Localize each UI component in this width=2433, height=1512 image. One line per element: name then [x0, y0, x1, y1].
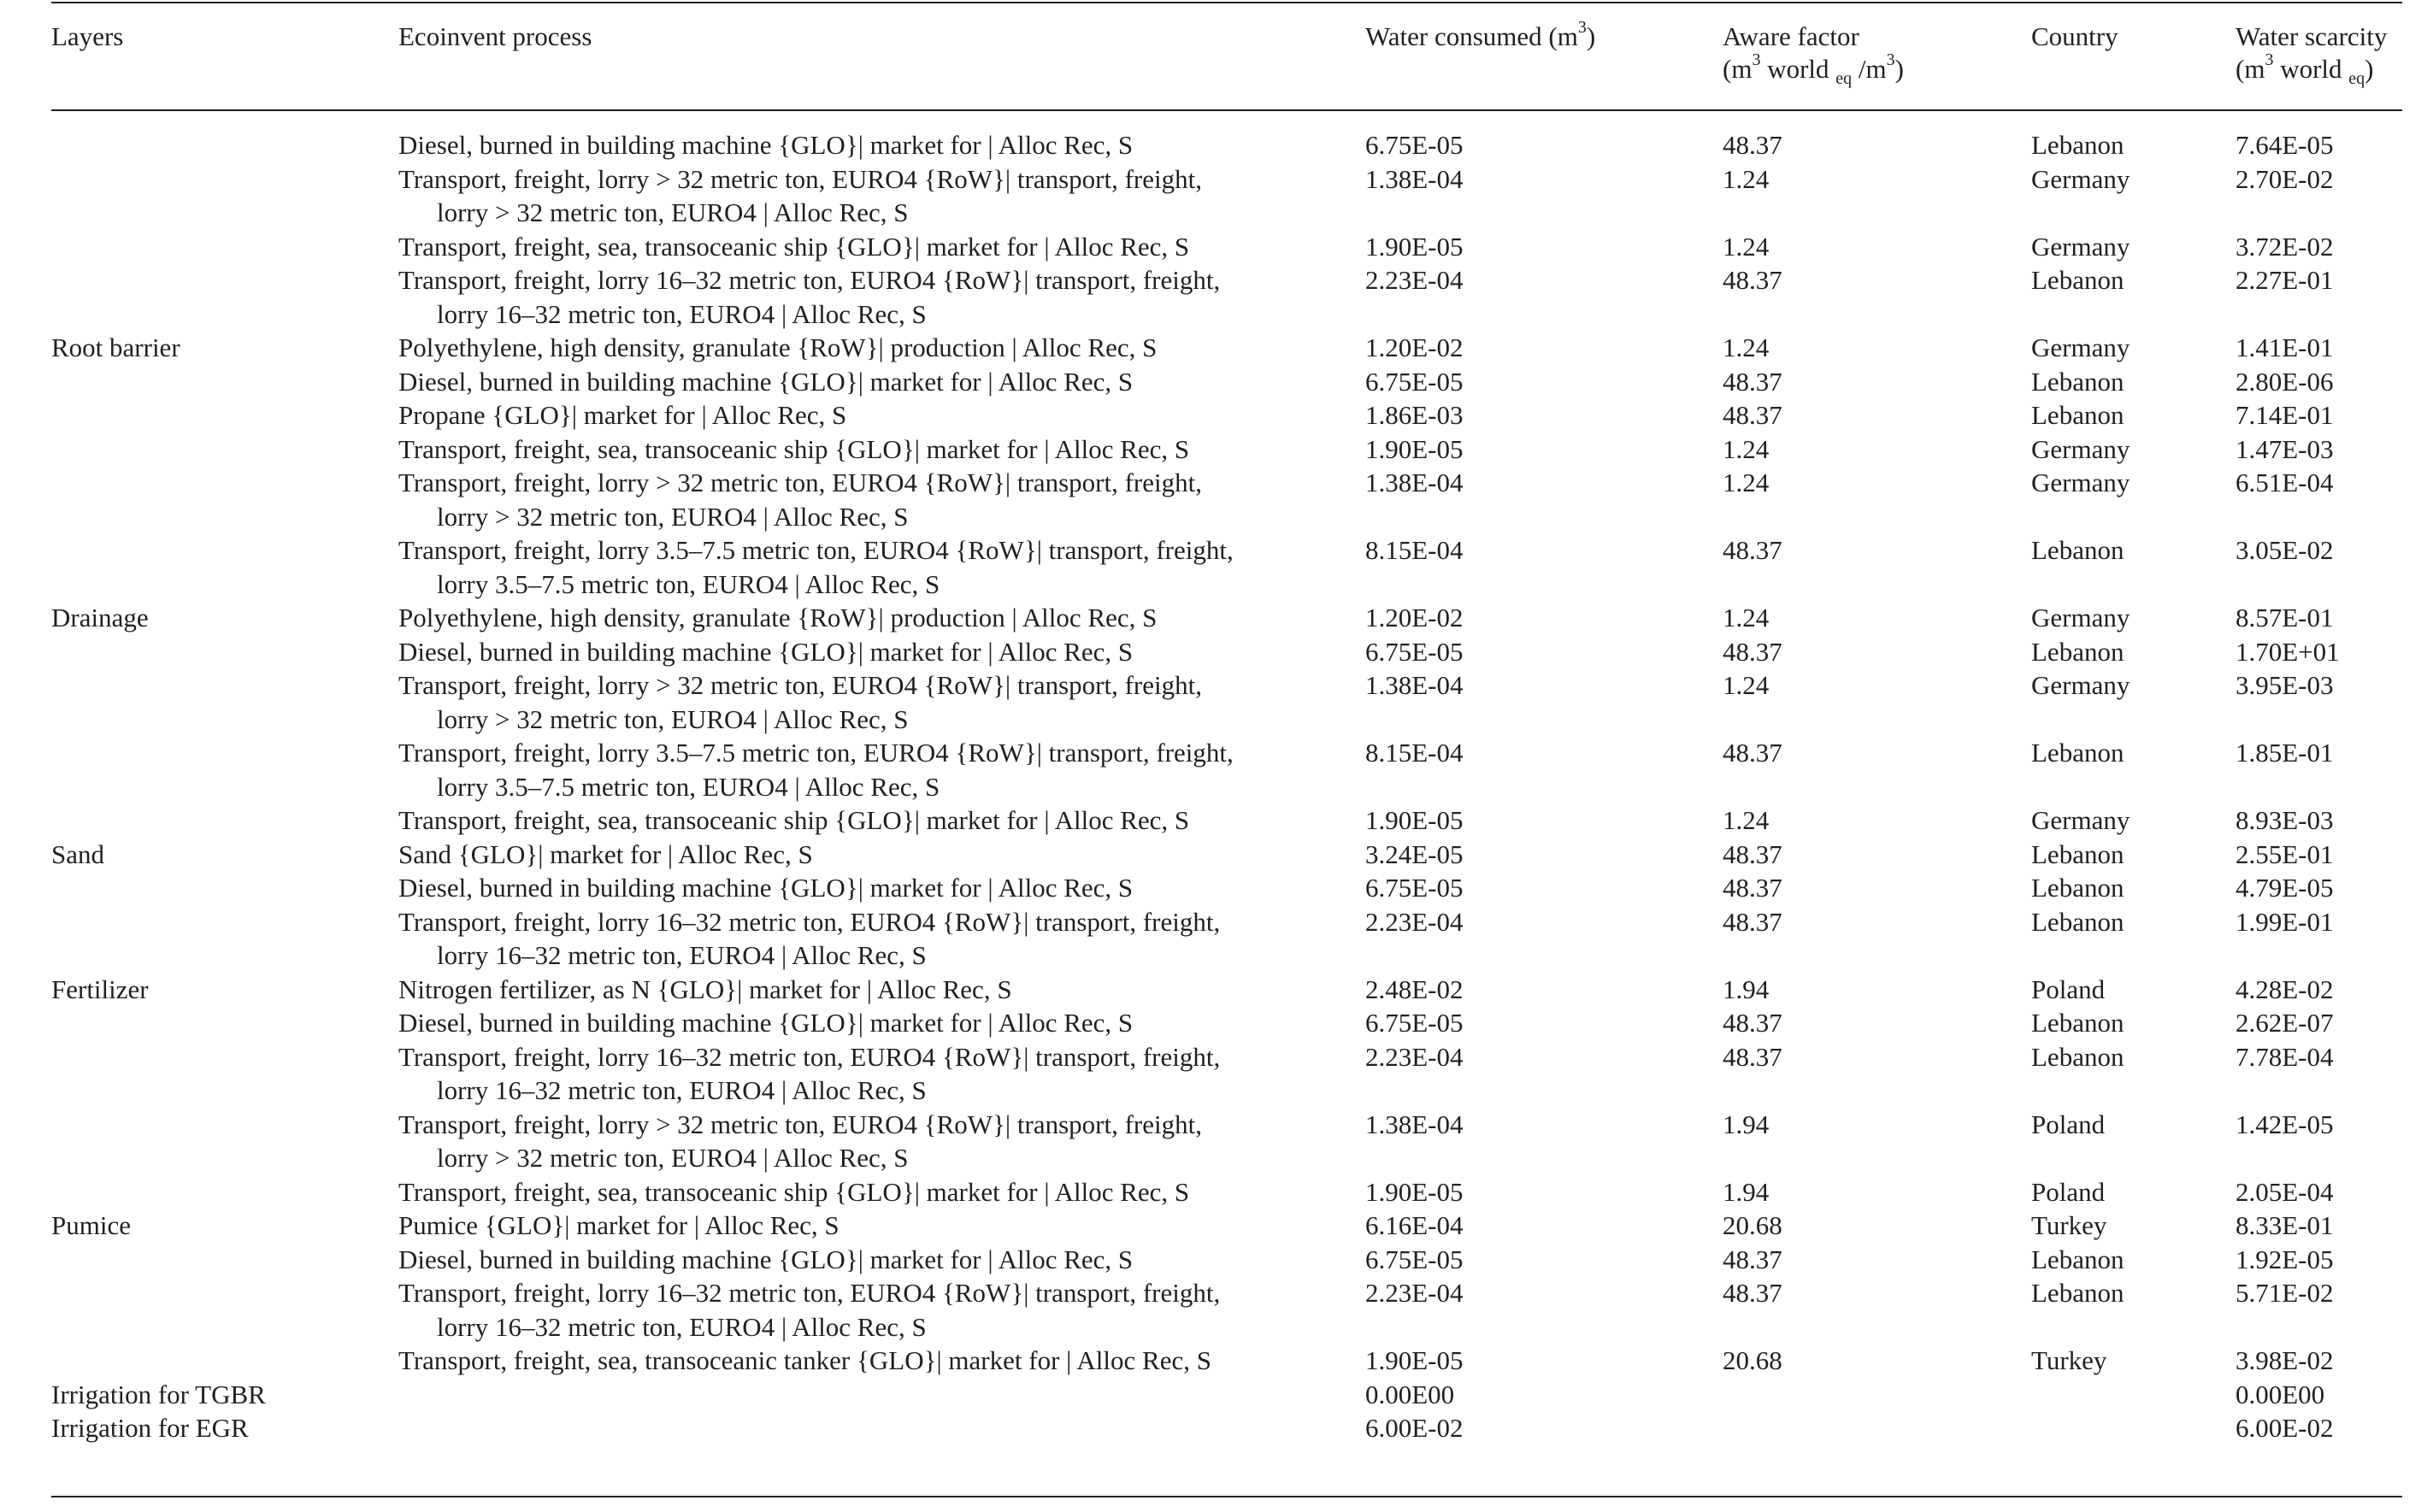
- cell-aware-factor: 48.37: [1723, 636, 1782, 667]
- cell-water-consumed: 2.23E-04: [1365, 265, 1464, 295]
- cell-water-scarcity: 1.41E-01: [2236, 332, 2334, 362]
- table-row: [0, 230, 2433, 264]
- cell-process-line1: Transport, freight, lorry > 32 metric ton, EURO4 {RoW}| transport, freight,: [398, 670, 1202, 700]
- header-aware-line2: [1723, 50, 1904, 89]
- cell-process: [398, 838, 813, 872]
- cell-country: Turkey: [2031, 1210, 2107, 1240]
- table-row: [0, 973, 2433, 1007]
- cell-process-line1: Transport, freight, lorry > 32 metric ton, EURO4 {RoW}| transport, freight,: [398, 163, 1202, 194]
- cell-process-line1: Transport, freight, lorry 16–32 metric ton, EURO4 {RoW}| transport, freight,: [398, 1041, 1221, 1072]
- table-row: [0, 1344, 2433, 1378]
- table-row: [0, 1378, 2433, 1412]
- cell-process: [398, 533, 1234, 601]
- table-row: [0, 635, 2433, 669]
- cell-process: [398, 601, 1157, 635]
- cell-water-consumed: 0.00E00: [1365, 1379, 1455, 1409]
- cell-aware-factor: 48.37: [1723, 400, 1782, 430]
- cell-aware-factor: 48.37: [1723, 1041, 1782, 1072]
- header-scar-line2: [2236, 50, 2387, 89]
- cell-process-line1: Nitrogen fertilizer, as N {GLO}| market for | Alloc Rec, S: [398, 974, 1012, 1004]
- cell-process: [398, 432, 1189, 467]
- cell-water-scarcity: 2.55E-01: [2236, 838, 2334, 869]
- cell-water-scarcity: 2.62E-07: [2236, 1008, 2334, 1038]
- cell-water-scarcity: 2.05E-04: [2236, 1176, 2334, 1207]
- cell-process-line1: Transport, freight, lorry > 32 metric ton, EURO4 {RoW}| transport, freight,: [398, 468, 1202, 497]
- cell-process-line1: Transport, freight, lorry 16–32 metric ton, EURO4 {RoW}| transport, freight,: [398, 1278, 1221, 1308]
- header-scar-sub: eq: [2348, 69, 2365, 89]
- cell-process: [398, 635, 1133, 669]
- cell-water-consumed: 1.38E-04: [1365, 163, 1464, 194]
- cell-country: Germany: [2031, 805, 2130, 835]
- cell-aware-factor: 48.37: [1723, 535, 1782, 565]
- cell-country: Lebanon: [2031, 1244, 2124, 1274]
- cell-process-line2: lorry 16–32 metric ton, EURO4 | Alloc Rec, S: [437, 1311, 927, 1342]
- cell-process: [398, 128, 1133, 162]
- cell-process: [398, 263, 1220, 331]
- cell-country: Lebanon: [2031, 265, 2124, 295]
- cell-water-scarcity: 8.57E-01: [2236, 603, 2334, 632]
- cell-water-scarcity: 6.51E-04: [2236, 468, 2334, 497]
- cell-water-scarcity: 4.79E-05: [2236, 873, 2334, 903]
- table-row: [0, 1276, 2433, 1344]
- cell-layer: Pumice: [51, 1210, 131, 1240]
- cell-aware-factor: 48.37: [1723, 838, 1782, 869]
- cell-country: Lebanon: [2031, 738, 2124, 768]
- cell-water-scarcity: 4.28E-02: [2236, 974, 2334, 1004]
- cell-water-scarcity: 7.14E-01: [2236, 400, 2334, 430]
- cell-water-consumed: 1.90E-05: [1365, 433, 1464, 464]
- cell-water-scarcity: 3.98E-02: [2236, 1345, 2334, 1375]
- cell-process-line1: Diesel, burned in building machine {GLO}| market for | Alloc Rec, S: [398, 636, 1134, 667]
- table-row: [0, 128, 2433, 162]
- cell-country: Lebanon: [2031, 130, 2124, 160]
- cell-water-scarcity: 8.93E-03: [2236, 805, 2334, 835]
- cell-country: Germany: [2031, 433, 2130, 464]
- cell-country: Lebanon: [2031, 873, 2124, 903]
- cell-water-consumed: 1.90E-05: [1365, 1176, 1464, 1207]
- cell-water-consumed: 2.23E-04: [1365, 906, 1464, 937]
- cell-water-consumed: 8.15E-04: [1365, 535, 1464, 565]
- cell-layer: Irrigation for EGR: [51, 1413, 249, 1443]
- cell-process: [398, 162, 1202, 230]
- cell-country: Germany: [2031, 332, 2130, 362]
- table-row: [0, 331, 2433, 365]
- cell-process-line1: Transport, freight, sea, transoceanic ship {GLO}| market for | Alloc Rec, S: [398, 433, 1190, 464]
- cell-process-line1: Transport, freight, sea, transoceanic ship {GLO}| market for | Alloc Rec, S: [398, 805, 1190, 835]
- cell-water-scarcity: 0.00E00: [2236, 1379, 2325, 1409]
- table-row: [0, 1209, 2433, 1243]
- cell-water-scarcity: 6.00E-02: [2236, 1413, 2334, 1443]
- cell-process: [398, 803, 1189, 838]
- cell-process: [398, 1276, 1220, 1344]
- table-row: [0, 838, 2433, 872]
- cell-water-consumed: 6.75E-05: [1365, 1008, 1464, 1038]
- cell-water-scarcity: 1.47E-03: [2236, 433, 2334, 464]
- cell-process-line1: Pumice {GLO}| market for | Alloc Rec, S: [398, 1210, 839, 1240]
- header-aware-a: (m: [1723, 54, 1753, 84]
- cell-process-line2: lorry 3.5–7.5 metric ton, EURO4 | Alloc Rec, S: [437, 771, 940, 802]
- cell-process-line1: Polyethylene, high density, granulate {RoW}| production | Alloc Rec, S: [398, 332, 1158, 362]
- cell-water-scarcity: 2.80E-06: [2236, 366, 2334, 397]
- header-aware-sup1: 3: [1752, 50, 1761, 69]
- header-aware-sub: eq: [1835, 69, 1853, 89]
- cell-process-line1: Transport, freight, lorry 16–32 metric ton, EURO4 {RoW}| transport, freight,: [398, 265, 1221, 295]
- header-aware-c: /m: [1852, 54, 1887, 84]
- cell-process-line2: lorry 16–32 metric ton, EURO4 | Alloc Rec, S: [437, 1075, 927, 1105]
- cell-water-consumed: 3.24E-05: [1365, 838, 1464, 869]
- header-water-consumed: [1365, 17, 1596, 53]
- cell-aware-factor: 1.94: [1723, 1176, 1770, 1207]
- cell-country: Lebanon: [2031, 1008, 2124, 1038]
- cell-country: Lebanon: [2031, 1278, 2124, 1308]
- cell-aware-factor: 1.94: [1723, 974, 1770, 1004]
- table-body: [0, 128, 2433, 1445]
- cell-process-line2: lorry > 32 metric ton, EURO4 | Alloc Rec, S: [437, 501, 909, 532]
- header-aware-b: world: [1760, 54, 1836, 84]
- cell-process-line1: Propane {GLO}| market for | Alloc Rec, S: [398, 400, 847, 430]
- cell-process-line1: Diesel, burned in building machine {GLO}| market for | Alloc Rec, S: [398, 873, 1134, 903]
- table-row: [0, 736, 2433, 803]
- cell-process-line2: lorry 3.5–7.5 metric ton, EURO4 | Alloc Rec, S: [437, 568, 940, 599]
- cell-aware-factor: 48.37: [1723, 265, 1782, 295]
- table-row: [0, 1411, 2433, 1445]
- cell-water-scarcity: 1.99E-01: [2236, 906, 2334, 937]
- cell-water-scarcity: 2.27E-01: [2236, 265, 2334, 295]
- cell-process-line2: lorry 16–32 metric ton, EURO4 | Alloc Rec, S: [437, 940, 927, 970]
- header-layers: [51, 21, 123, 53]
- header-aware-d: ): [1894, 54, 1904, 84]
- cell-process-line1: Transport, freight, lorry 3.5–7.5 metric ton, EURO4 {RoW}| transport, freight,: [398, 535, 1234, 565]
- cell-process: [398, 230, 1189, 264]
- cell-aware-factor: 1.24: [1723, 603, 1770, 632]
- cell-country: Germany: [2031, 163, 2130, 194]
- cell-process-line1: Transport, freight, sea, transoceanic ship {GLO}| market for | Alloc Rec, S: [398, 1176, 1190, 1207]
- cell-water-consumed: 8.15E-04: [1365, 738, 1464, 768]
- cell-aware-factor: 1.24: [1723, 332, 1770, 362]
- cell-country: Germany: [2031, 468, 2130, 497]
- cell-process-line1: Transport, freight, sea, transoceanic ship {GLO}| market for | Alloc Rec, S: [398, 231, 1190, 262]
- header-bottom-rule: [51, 109, 2402, 111]
- cell-water-scarcity: 3.72E-02: [2236, 231, 2334, 262]
- header-process: [398, 21, 592, 53]
- cell-process-line1: Polyethylene, high density, granulate {RoW}| production | Alloc Rec, S: [398, 603, 1158, 632]
- cell-process: [398, 1209, 839, 1243]
- cell-aware-factor: 48.37: [1723, 1244, 1782, 1274]
- cell-country: Lebanon: [2031, 366, 2124, 397]
- cell-water-scarcity: 1.42E-05: [2236, 1109, 2334, 1139]
- cell-country: Lebanon: [2031, 906, 2124, 937]
- cell-aware-factor: 48.37: [1723, 1278, 1782, 1308]
- cell-aware-factor: 1.24: [1723, 670, 1770, 700]
- cell-water-scarcity: 1.70E+01: [2236, 636, 2340, 667]
- cell-process: [398, 398, 846, 432]
- cell-aware-factor: 48.37: [1723, 130, 1782, 160]
- table-row: [0, 466, 2433, 533]
- cell-water-scarcity: 5.71E-02: [2236, 1278, 2334, 1308]
- table-row: [0, 1040, 2433, 1108]
- cell-aware-factor: 48.37: [1723, 738, 1782, 768]
- cell-process-line2: lorry > 32 metric ton, EURO4 | Alloc Rec, S: [437, 703, 909, 734]
- cell-water-consumed: 6.75E-05: [1365, 1244, 1464, 1274]
- cell-aware-factor: 48.37: [1723, 906, 1782, 937]
- table-row: [0, 432, 2433, 467]
- cell-water-consumed: 1.38E-04: [1365, 1109, 1464, 1139]
- table-row: [0, 263, 2433, 331]
- cell-water-consumed: 1.38E-04: [1365, 468, 1464, 497]
- table-row: [0, 1175, 2433, 1209]
- header-aware-sup2: 3: [1886, 50, 1895, 69]
- cell-process: [398, 331, 1157, 365]
- cell-process: [398, 736, 1234, 803]
- cell-layer: Fertilizer: [51, 974, 149, 1004]
- cell-water-consumed: 1.90E-05: [1365, 1345, 1464, 1375]
- cell-aware-factor: 1.24: [1723, 231, 1770, 262]
- cell-process: [398, 1344, 1211, 1378]
- cell-water-scarcity: 1.85E-01: [2236, 738, 2334, 768]
- table-row: [0, 1108, 2433, 1175]
- cell-aware-factor: 1.24: [1723, 468, 1770, 497]
- cell-country: Poland: [2031, 1176, 2106, 1207]
- table-bottom-rule: [51, 1496, 2402, 1497]
- cell-water-consumed: 6.00E-02: [1365, 1413, 1464, 1443]
- cell-process: [398, 871, 1133, 905]
- table-row: [0, 601, 2433, 635]
- cell-process-line2: lorry > 32 metric ton, EURO4 | Alloc Rec, S: [437, 1143, 909, 1173]
- cell-process: [398, 905, 1220, 973]
- cell-country: Germany: [2031, 231, 2130, 262]
- cell-country: Germany: [2031, 670, 2130, 700]
- cell-water-scarcity: 8.33E-01: [2236, 1210, 2334, 1240]
- cell-process-line1: Transport, freight, lorry 16–32 metric ton, EURO4 {RoW}| transport, freight,: [398, 906, 1221, 937]
- cell-process-line1: Diesel, burned in building machine {GLO}| market for | Alloc Rec, S: [398, 1244, 1134, 1274]
- cell-country: Lebanon: [2031, 838, 2124, 869]
- header-scar-line1: Water scarcity: [2236, 21, 2388, 51]
- cell-layer: Sand: [51, 838, 104, 869]
- table-row: [0, 905, 2433, 973]
- cell-water-consumed: 1.86E-03: [1365, 400, 1464, 430]
- cell-process-line1: Diesel, burned in building machine {GLO}| market for | Alloc Rec, S: [398, 366, 1134, 397]
- cell-country: Poland: [2031, 974, 2106, 1004]
- cell-process: [398, 365, 1133, 399]
- cell-aware-factor: 1.24: [1723, 433, 1770, 464]
- cell-process: [398, 1108, 1202, 1175]
- cell-country: Lebanon: [2031, 535, 2124, 565]
- cell-process-line1: Diesel, burned in building machine {GLO}| market for | Alloc Rec, S: [398, 130, 1134, 160]
- cell-aware-factor: 1.94: [1723, 1109, 1770, 1139]
- header-process-text: Ecoinvent process: [398, 21, 592, 51]
- cell-water-scarcity: 7.78E-04: [2236, 1041, 2334, 1072]
- cell-water-scarcity: 3.95E-03: [2236, 670, 2334, 700]
- cell-process: [398, 466, 1202, 533]
- cell-water-consumed: 6.75E-05: [1365, 873, 1464, 903]
- table-row: [0, 1006, 2433, 1040]
- header-scar-sup: 3: [2265, 50, 2274, 69]
- cell-water-scarcity: 3.05E-02: [2236, 535, 2334, 565]
- header-aware-factor: [1723, 21, 1904, 89]
- cell-water-consumed: 1.38E-04: [1365, 670, 1464, 700]
- header-water-sup: 3: [1577, 17, 1587, 37]
- cell-water-consumed: 6.16E-04: [1365, 1210, 1464, 1240]
- cell-aware-factor: 1.24: [1723, 805, 1770, 835]
- cell-aware-factor: 20.68: [1723, 1345, 1782, 1375]
- cell-water-consumed: 6.75E-05: [1365, 366, 1464, 397]
- cell-aware-factor: 48.37: [1723, 366, 1782, 397]
- cell-water-scarcity: 1.92E-05: [2236, 1244, 2334, 1274]
- table-row: [0, 162, 2433, 230]
- table-row: [0, 365, 2433, 399]
- cell-layer: Root barrier: [51, 332, 180, 362]
- cell-aware-factor: 48.37: [1723, 873, 1782, 903]
- cell-aware-factor: 20.68: [1723, 1210, 1782, 1240]
- table-row: [0, 803, 2433, 838]
- cell-process-line2: lorry > 32 metric ton, EURO4 | Alloc Rec, S: [437, 197, 909, 227]
- cell-process-line1: Transport, freight, sea, transoceanic tanker {GLO}| market for | Alloc Rec, S: [398, 1345, 1211, 1375]
- table-top-rule: [51, 2, 2402, 3]
- cell-water-scarcity: 7.64E-05: [2236, 130, 2334, 160]
- cell-process-line1: Transport, freight, lorry 3.5–7.5 metric ton, EURO4 {RoW}| transport, freight,: [398, 738, 1234, 768]
- table-row: [0, 668, 2433, 736]
- cell-water-consumed: 1.20E-02: [1365, 332, 1464, 362]
- cell-process-line1: Diesel, burned in building machine {GLO}| market for | Alloc Rec, S: [398, 1008, 1134, 1038]
- cell-water-consumed: 6.75E-05: [1365, 130, 1464, 160]
- cell-process: [398, 668, 1202, 736]
- table-row: [0, 871, 2433, 905]
- cell-process: [398, 1006, 1133, 1040]
- header-water-scarcity: [2236, 21, 2388, 89]
- cell-country: Lebanon: [2031, 400, 2124, 430]
- cell-aware-factor: 1.24: [1723, 163, 1770, 194]
- cell-layer: Irrigation for TGBR: [51, 1379, 266, 1409]
- cell-water-consumed: 2.23E-04: [1365, 1278, 1464, 1308]
- cell-country: Germany: [2031, 603, 2130, 632]
- table-row: [0, 1243, 2433, 1277]
- cell-water-consumed: 2.23E-04: [1365, 1041, 1464, 1072]
- cell-country: Turkey: [2031, 1345, 2107, 1375]
- cell-water-consumed: 1.90E-05: [1365, 805, 1464, 835]
- cell-water-consumed: 1.20E-02: [1365, 603, 1464, 632]
- header-water-close: ): [1586, 21, 1596, 51]
- header-scar-c: ): [2365, 54, 2374, 84]
- table-row: [0, 533, 2433, 601]
- cell-country: Lebanon: [2031, 1041, 2124, 1072]
- cell-country: Lebanon: [2031, 636, 2124, 667]
- cell-aware-factor: 48.37: [1723, 1008, 1782, 1038]
- table-row: [0, 398, 2433, 432]
- header-country-text: Country: [2031, 21, 2118, 51]
- cell-process: [398, 973, 1012, 1007]
- header-layers-text: Layers: [51, 21, 124, 51]
- cell-process-line1: Transport, freight, lorry > 32 metric ton, EURO4 {RoW}| transport, freight,: [398, 1109, 1202, 1139]
- cell-layer: Drainage: [51, 603, 149, 632]
- cell-water-consumed: 2.48E-02: [1365, 974, 1464, 1004]
- cell-water-scarcity: 2.70E-02: [2236, 163, 2334, 194]
- cell-water-consumed: 1.90E-05: [1365, 231, 1464, 262]
- header-country: [2031, 21, 2118, 53]
- header-water-text: Water consumed (m: [1365, 21, 1578, 51]
- cell-process: [398, 1175, 1189, 1209]
- cell-process: [398, 1040, 1220, 1108]
- cell-process-line1: Sand {GLO}| market for | Alloc Rec, S: [398, 838, 813, 869]
- cell-process: [398, 1243, 1133, 1277]
- cell-country: Poland: [2031, 1109, 2106, 1139]
- cell-process-line2: lorry 16–32 metric ton, EURO4 | Alloc Rec, S: [437, 298, 927, 329]
- header-scar-a: (m: [2236, 54, 2265, 84]
- header-scar-b: world: [2273, 54, 2349, 84]
- header-aware-line1: Aware factor: [1723, 21, 1859, 51]
- cell-water-consumed: 6.75E-05: [1365, 636, 1464, 667]
